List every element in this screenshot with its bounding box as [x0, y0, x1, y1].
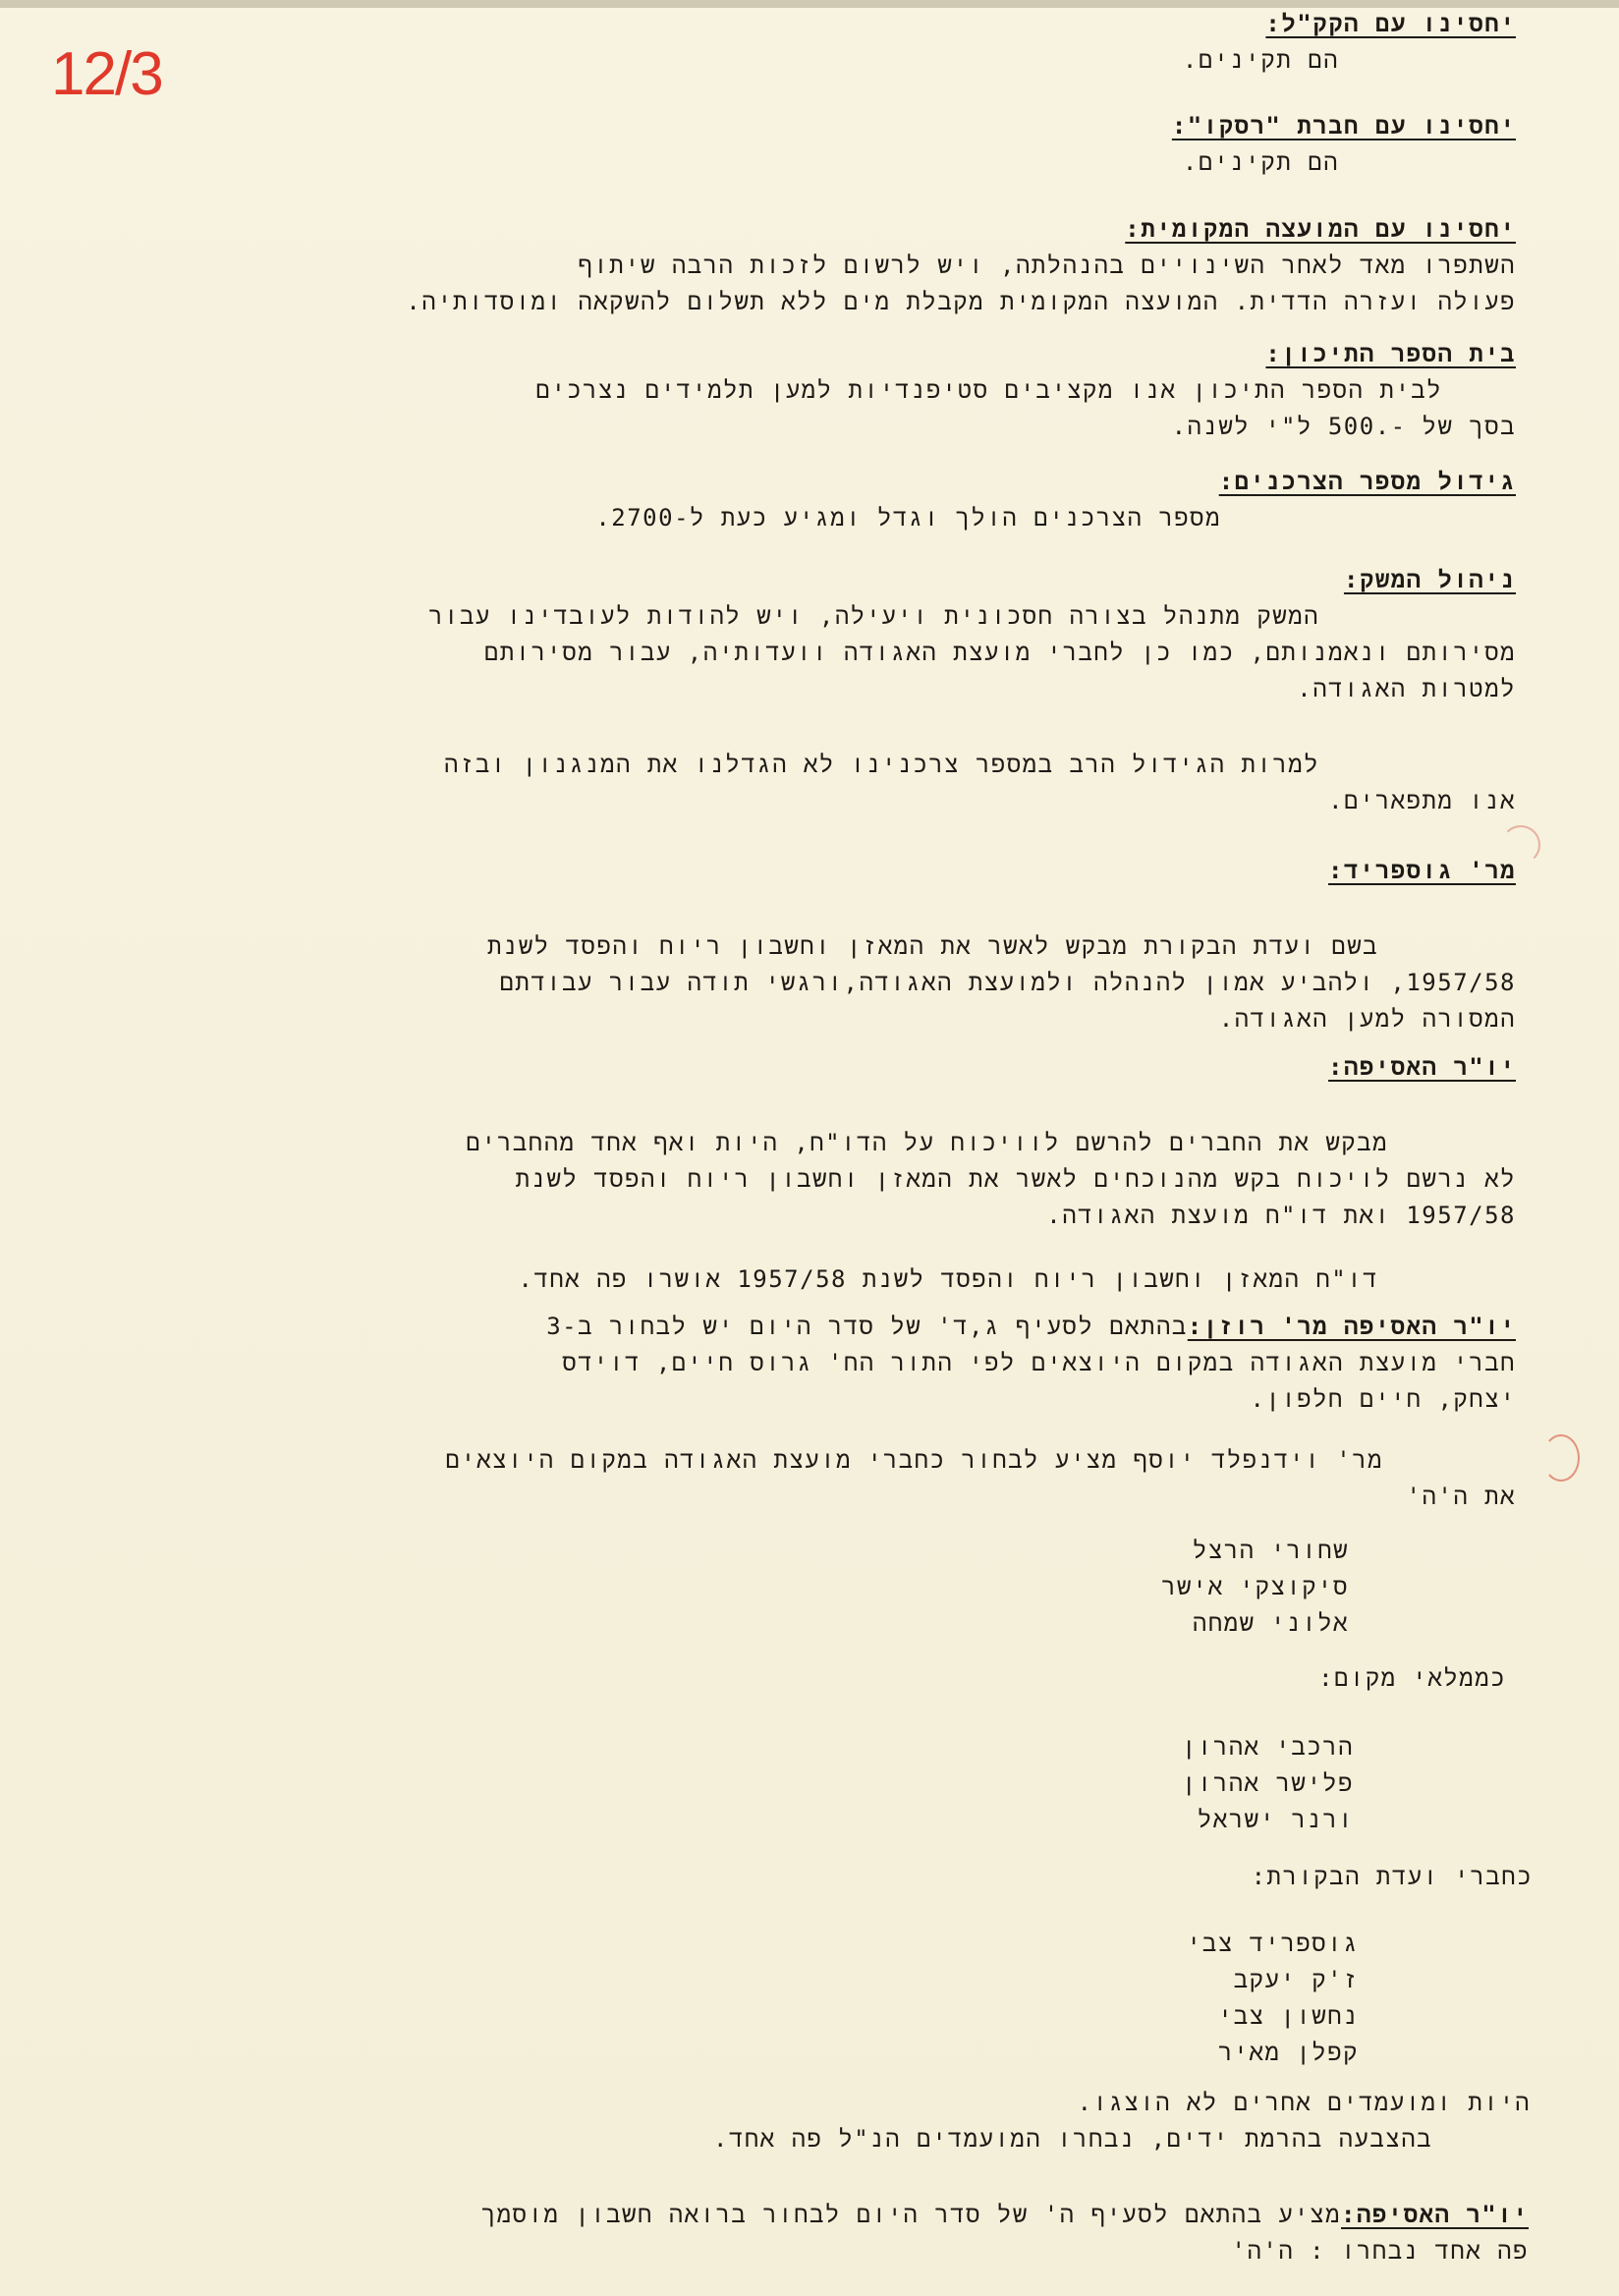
paragraph-line: לא נרשם לויכוח בקש מהנוכחים לאשר את המאזן וחשבון ריוח והפסד לשנת [515, 1165, 1516, 1193]
paragraph-line: המסורה למען האגודה. [1218, 1005, 1516, 1033]
approval-line: דו"ח המאזן וחשבון ריוח והפסד לשנת 1957/58 אושרו פה אחד. [518, 1265, 1378, 1293]
no-other-candidates: היות ומועמדים אחרים לא הוצגו. [1077, 2089, 1531, 2116]
paragraph-line: 1957/58 ואת דו"ח מועצת האגודה. [1046, 1202, 1516, 1229]
section-management [428, 562, 1516, 819]
section-heading: יו"ר האסיפה: [1328, 1053, 1516, 1081]
paper-mark [1501, 825, 1540, 865]
paragraph-line: בהתאם לסעיף ג,ד' של סדר היום יש לבחור ב-3 [546, 1313, 1188, 1340]
paragraph-line: בסך של -.500 ל"י לשנה. [1171, 413, 1516, 440]
section-body: מספר הצרכנים הולך וגדל ומגיע כעת ל-2700. [595, 504, 1221, 532]
paragraph-line: מר' וידנפלד יוסף מציע לבחור כחברי מועצת האגודה במקום היוצאים [445, 1446, 1383, 1474]
section-body: הם תקינים. [1182, 46, 1339, 74]
paragraph-line: המשק מתנהל בצורה חסכונית ויעילה, ויש להודות לעובדינו עבור [428, 602, 1319, 630]
page-mark: 12/3 [51, 40, 162, 108]
section-proposal [445, 1442, 1516, 1515]
candidate-name: סיקוצקי אישר [1161, 1573, 1349, 1600]
paragraph-line: בשם ועדת הבקורת מבקש לאשר את המאזן וחשבון ריוח והפסד לשנת [487, 932, 1378, 960]
section-heading: יחסינו עם חברת "רסקו": [1171, 112, 1516, 140]
section-heading: ניהול המשק: [1343, 566, 1516, 593]
audit-member: נחשון צבי [1217, 2002, 1359, 2030]
section-rozen [546, 1309, 1516, 1418]
paragraph-line: פעולה ועזרה הדדית. המועצה המקומית מקבלת מים ללא תשלום להשקאה ומוסדותיה. [406, 288, 1516, 315]
substitutes-list [1182, 1729, 1354, 1838]
candidates-list [1161, 1533, 1349, 1642]
section-kkl [1183, 6, 1516, 79]
paragraph-line: מסירותם ונאמנותם, כמו כן לחברי מועצת האגודה וועדותיה, עבור מסירותם [483, 639, 1516, 666]
vote-line: בהצבעה בהרמת ידים, נבחרו המועמדים הנ"ל פה אחד. [713, 2125, 1432, 2153]
paper-mark [1542, 1434, 1580, 1482]
paragraph-line: השתפרו מאד לאחר השינויים בהנהלתה, ויש לרשום לזכות הרבה שיתוף [578, 252, 1516, 279]
substitute-name: פלישר אהרון [1182, 1769, 1354, 1797]
vote-result [713, 2085, 1531, 2157]
audit-member: קפלן מאיר [1217, 2039, 1359, 2066]
audit-list [1187, 1926, 1359, 2071]
paragraph-line: פה אחד נבחרו : ה'ה' [1231, 2237, 1529, 2265]
substitute-name: הרכבי אהרון [1182, 1733, 1354, 1761]
paragraph-line: לבית הספר התיכון אנו מקציבים סטיפנדיות למען תלמידים נצרכים [535, 376, 1442, 404]
paragraph-line: אנו מתפארים. [1328, 787, 1516, 814]
section-body: הם תקינים. [1182, 148, 1339, 176]
paragraph-line: חברי מועצת האגודה במקום היוצאים לפי התור הח' גרוס חיים, דוידס [562, 1349, 1516, 1376]
section-local-council [406, 211, 1516, 320]
section-heading: בית הספר התיכון: [1265, 340, 1516, 367]
paragraph-line: את ה'ה' [1406, 1483, 1516, 1510]
candidate-name: שחורי הרצל [1192, 1537, 1349, 1564]
paragraph-line: למטרות האגודה. [1297, 675, 1516, 702]
section-heading: יו"ר האסיפה: [1341, 2201, 1529, 2228]
audit-member: גוספריד צבי [1187, 1930, 1359, 1957]
substitute-name: ורנר ישראל [1197, 1806, 1354, 1833]
audit-label: כחברי ועדת הבקורת: [1251, 1863, 1533, 1890]
section-heading: מר' גוספריד: [1328, 857, 1516, 884]
section-heading: יחסינו עם הקק"ל: [1265, 10, 1516, 37]
section-gospried [487, 853, 1516, 1037]
section-consumers [595, 464, 1516, 536]
paragraph-line: מבקש את החברים להרשם לוויכוח על הדו"ח, היות ואף אחד מהחברים [466, 1129, 1388, 1156]
paragraph-line: מציע בהתאם לסעיף ה' של סדר היום לבחור ברואה חשבון מוסמך [480, 2201, 1342, 2228]
section-chairman [466, 1049, 1516, 1298]
section-accountant [481, 2197, 1529, 2269]
section-high-school [535, 336, 1516, 445]
substitutes-label: כממלאי מקום: [1318, 1664, 1506, 1692]
candidate-name: אלוני שמחה [1192, 1609, 1349, 1637]
paragraph-line: יצחק, חיים חלפון. [1250, 1385, 1516, 1413]
section-heading: גידול מספר הצרכנים: [1218, 468, 1516, 495]
section-heading: יו"ר האסיפה מר' רוזן: [1187, 1313, 1516, 1340]
section-rasco [1172, 108, 1516, 181]
paragraph-line: 1957/58, ולהביע אמון להנהלה ולמועצת האגודה,ורגשי תודה עבור עבודתם [499, 969, 1516, 996]
section-heading: יחסינו עם המועצה המקומית: [1125, 215, 1516, 243]
paragraph-line: למרות הגידול הרב במספר צרכנינו לא הגדלנו את המנגנון ובזה [444, 751, 1319, 778]
audit-member: ז'ק יעקב [1233, 1966, 1359, 1993]
